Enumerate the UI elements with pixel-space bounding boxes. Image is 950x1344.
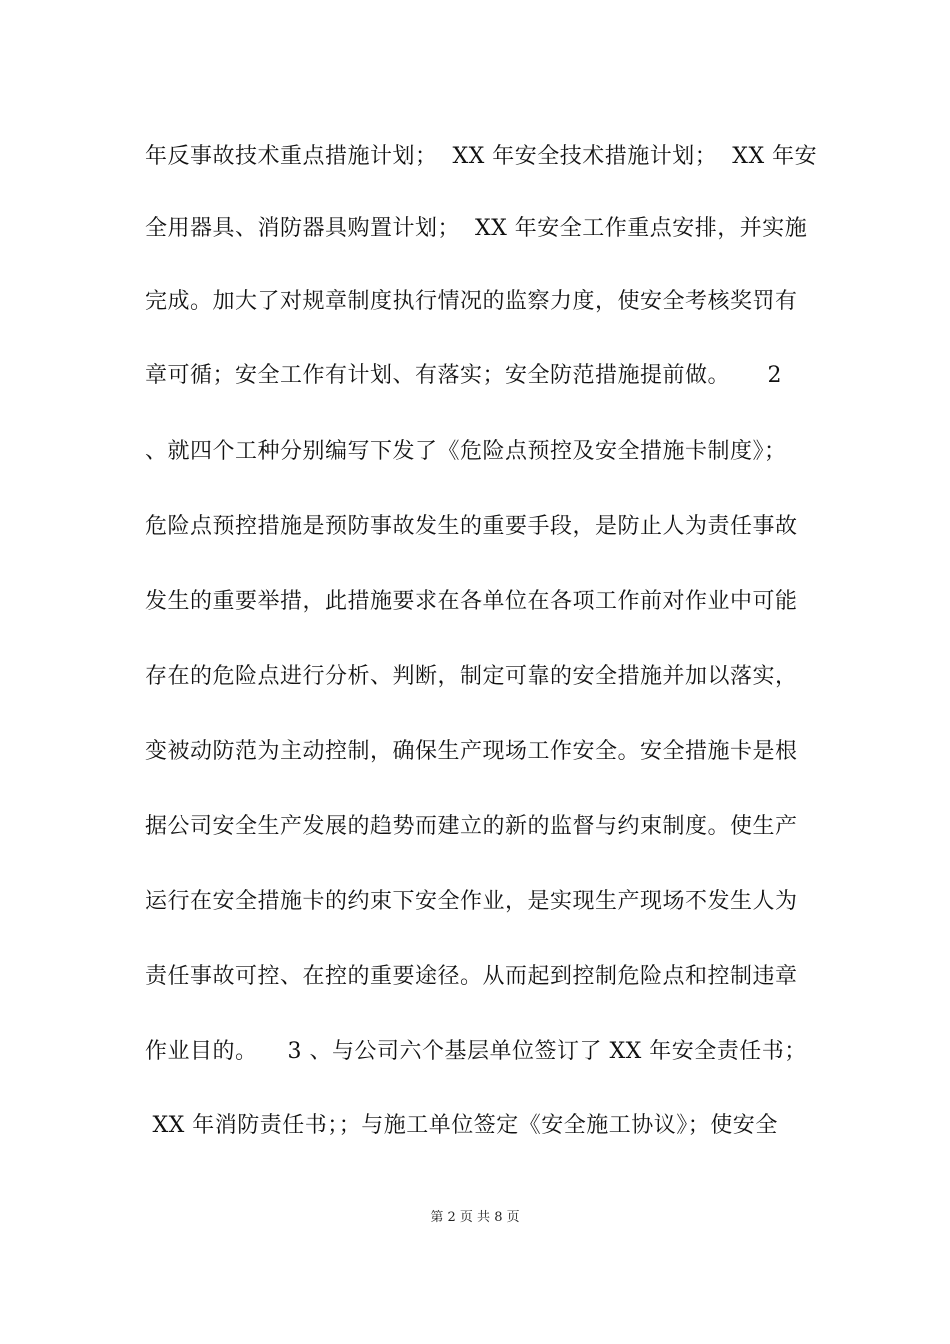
body-text-line: 存在的危险点进行分析、判断，制定可靠的安全措施并加以落实， — [145, 664, 798, 689]
body-text-line: 全用器具、消防器具购置计划； XX 年安全工作重点安排，并实施 — [145, 216, 808, 241]
body-text-line: 发生的重要举措，此措施要求在各单位在各项工作前对作业中可能 — [145, 589, 798, 614]
body-text-line: 作业目的。 3 、与公司六个基层单位签订了 XX 年安全责任书； — [145, 1039, 807, 1064]
body-text-line: 运行在安全措施卡的约束下安全作业，是实现生产现场不发生人为 — [145, 889, 798, 914]
page-number-footer: 第 2 页 共 8 页 — [430, 1210, 520, 1225]
body-text-line: 完成。加大了对规章制度执行情况的监察力度，使安全考核奖罚有 — [145, 289, 798, 314]
body-text-line: 责任事故可控、在控的重要途径。从而起到控制危险点和控制违章 — [145, 964, 798, 989]
body-text-line: XX 年消防责任书；；与施工单位签定《安全施工协议》；使安全 — [145, 1113, 778, 1138]
body-text-line: 章可循；安全工作有计划、有落实；安全防范措施提前做。 2 — [145, 363, 782, 388]
body-text-line: 变被动防范为主动控制，确保生产现场工作安全。安全措施卡是根 — [145, 739, 798, 764]
body-text-line: 据公司安全生产发展的趋势而建立的新的监督与约束制度。使生产 — [145, 814, 798, 839]
body-text-line: 危险点预控措施是预防事故发生的重要手段，是防止人为责任事故 — [145, 514, 798, 539]
body-text-line: 、就四个工种分别编写下发了《危险点预控及安全措施卡制度》； — [145, 439, 787, 464]
body-text-line: 年反事故技术重点措施计划； XX 年安全技术措施计划； XX 年安 — [145, 144, 818, 169]
